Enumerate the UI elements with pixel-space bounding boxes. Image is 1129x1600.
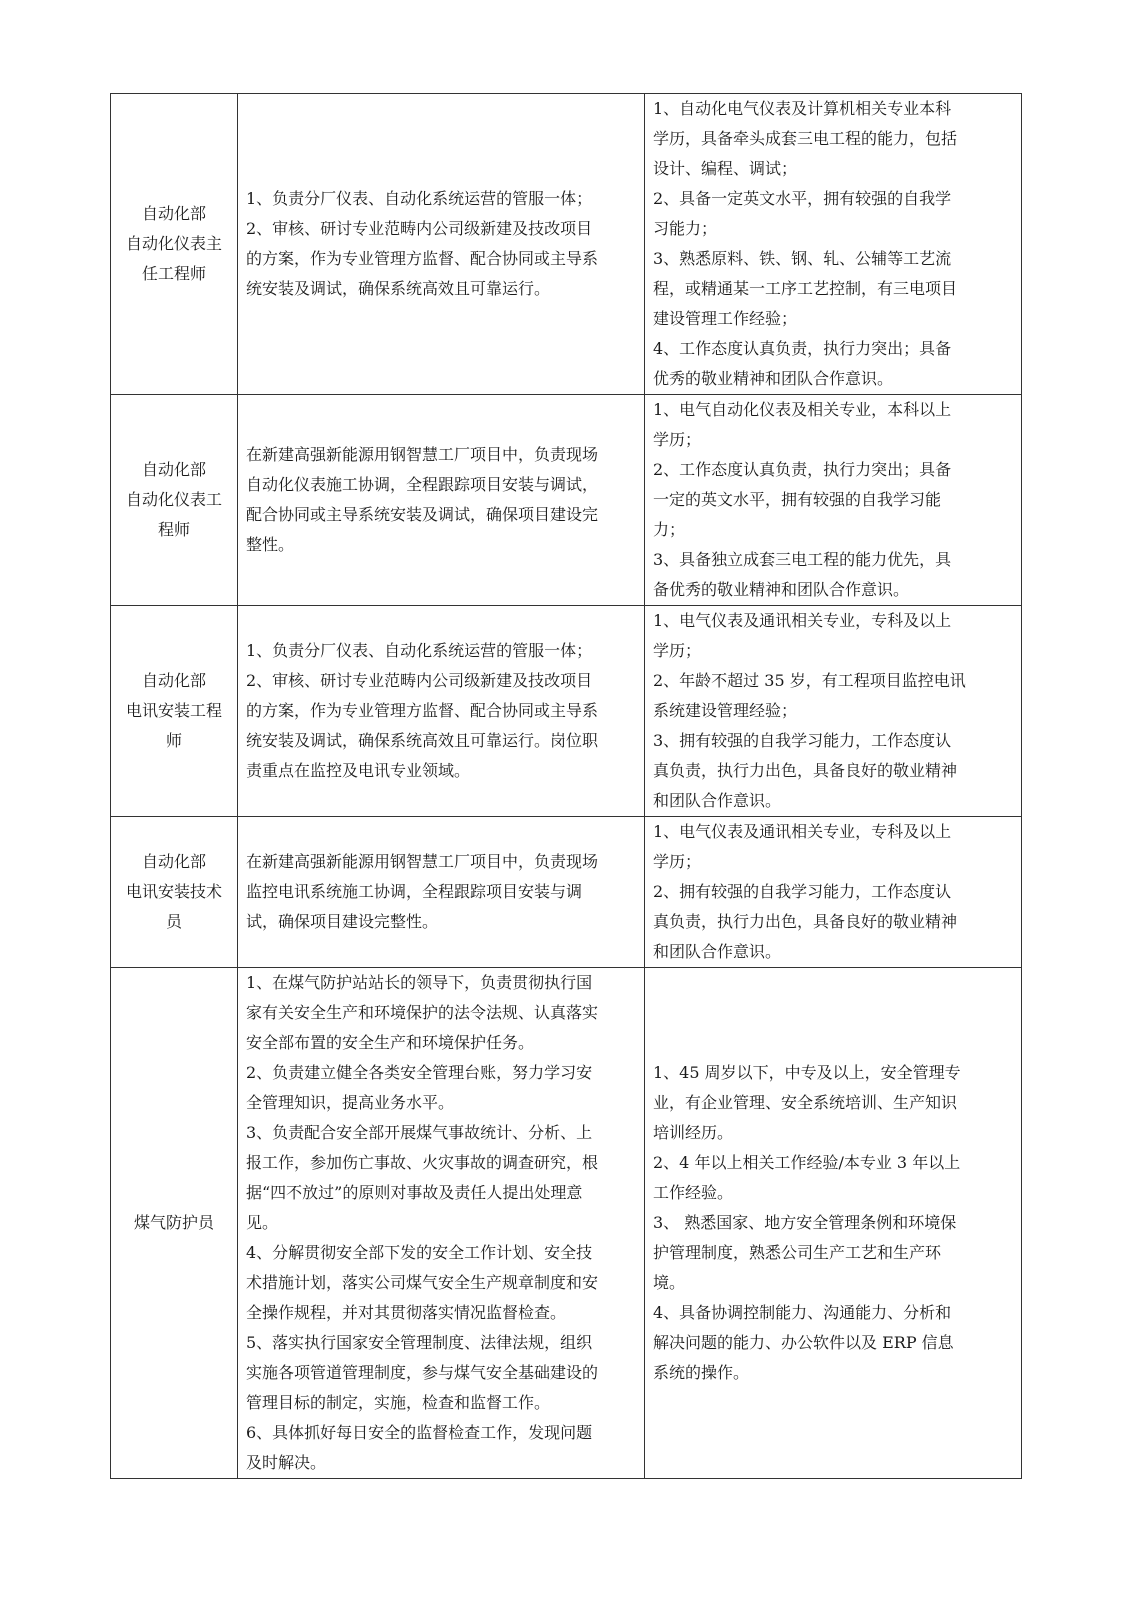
requirements-line: 2、年龄不超过 35 岁，有工程项目监控电讯 <box>653 671 966 690</box>
duties-line: 术措施计划，落实公司煤气安全生产规章制度和安 <box>246 1273 599 1292</box>
duties-line: 1、负责分厂仪表、自动化系统运营的管服一体； <box>246 641 593 660</box>
position-line: 电讯安装技术 <box>125 882 222 901</box>
requirements-line: 3、熟悉原料、铁、钢、轧、公辅等工艺流 <box>653 249 952 268</box>
requirements-line: 1、电气仪表及通讯相关专业，专科及以上 <box>653 822 952 841</box>
duties-cell <box>238 817 645 968</box>
position-line: 自动化部 <box>141 204 206 223</box>
requirements-line: 1、自动化电气仪表及计算机相关专业本科 <box>653 99 952 118</box>
position-line: 电讯安装工程 <box>125 701 222 720</box>
requirements-line: 业，有企业管理、安全系统培训、生产知识 <box>653 1093 958 1112</box>
duties-line: 1、在煤气防护站站长的领导下，负责贯彻执行国 <box>246 973 593 992</box>
requirements-line: 学历； <box>653 430 702 449</box>
requirements-line: 学历，具备牵头成套三电工程的能力，包括 <box>653 129 958 148</box>
requirements-cell <box>645 395 1022 606</box>
duties-line: 2、审核、研讨专业范畴内公司级新建及技改项目 <box>246 219 593 238</box>
position-line: 自动化仪表主 <box>125 234 222 253</box>
requirements-line: 备优秀的敬业精神和团队合作意识。 <box>653 580 910 599</box>
duties-line: 责重点在监控及电讯专业领域。 <box>246 761 471 780</box>
duties-line: 全管理知识，提高业务水平。 <box>246 1093 455 1112</box>
requirements-line: 真负责，执行力出色，具备良好的敬业精神 <box>653 912 958 931</box>
duties-line: 配合协同或主导系统安装及调试，确保项目建设完 <box>246 505 599 524</box>
duties-cell <box>238 395 645 606</box>
position-line: 煤气防护员 <box>133 1213 214 1232</box>
duties-line: 及时解决。 <box>246 1453 327 1472</box>
duties-line: 管理目标的制定，实施，检查和监督工作。 <box>246 1393 551 1412</box>
duties-line: 整性。 <box>246 535 295 554</box>
requirements-line: 2、4 年以上相关工作经验/本专业 3 年以上 <box>653 1153 961 1172</box>
position-line: 自动化仪表工 <box>125 490 222 509</box>
requirements-line: 和团队合作意识。 <box>653 791 782 810</box>
requirements-line: 系统的操作。 <box>653 1363 750 1382</box>
position-line: 员 <box>165 912 182 931</box>
duties-line: 的方案，作为专业管理方监督、配合协同或主导系 <box>246 701 599 720</box>
duties-line: 的方案，作为专业管理方监督、配合协同或主导系 <box>246 249 599 268</box>
requirements-line: 2、具备一定英文水平，拥有较强的自我学 <box>653 189 952 208</box>
table-row <box>111 968 1022 1479</box>
requirements-cell <box>645 94 1022 395</box>
position-line: 程师 <box>157 520 190 539</box>
duties-line: 统安装及调试，确保系统高效且可靠运行。岗位职 <box>246 731 599 750</box>
requirements-line: 和团队合作意识。 <box>653 942 782 961</box>
duties-line: 自动化仪表施工协调，全程跟踪项目安装与调试， <box>246 475 599 494</box>
position-cell <box>111 817 238 968</box>
requirements-line: 优秀的敬业精神和团队合作意识。 <box>653 369 894 388</box>
duties-line: 3、负责配合安全部开展煤气事故统计、分析、上 <box>246 1123 593 1142</box>
duties-line: 在新建高强新能源用钢智慧工厂项目中，负责现场 <box>246 445 599 464</box>
requirements-line: 程，或精通某一工序工艺控制，有三电项目 <box>653 279 958 298</box>
duties-line: 实施各项管道管理制度，参与煤气安全基础建设的 <box>246 1363 599 1382</box>
requirements-line: 解决问题的能力、办公软件以及 ERP 信息 <box>653 1333 954 1352</box>
position-cell <box>111 968 238 1479</box>
duties-cell <box>238 94 645 395</box>
duties-cell <box>238 606 645 817</box>
requirements-line: 3、 熟悉国家、地方安全管理条例和环境保 <box>653 1213 957 1232</box>
requirements-line: 3、拥有较强的自我学习能力，工作态度认 <box>653 731 952 750</box>
position-line: 师 <box>165 731 182 750</box>
position-cell <box>111 395 238 606</box>
duties-line: 家有关安全生产和环境保护的法令法规、认真落实 <box>246 1003 599 1022</box>
duties-cell <box>238 968 645 1479</box>
duties-line: 2、审核、研讨专业范畴内公司级新建及技改项目 <box>246 671 593 690</box>
requirements-line: 2、工作态度认真负责，执行力突出；具备 <box>653 460 952 479</box>
duties-line: 统安装及调试，确保系统高效且可靠运行。 <box>246 279 551 298</box>
position-line: 自动化部 <box>141 852 206 871</box>
duties-line: 据“四不放过”的原则对事故及责任人提出处理意 <box>246 1183 583 1202</box>
position-cell <box>111 94 238 395</box>
requirements-line: 系统建设管理经验； <box>653 701 798 720</box>
table-row <box>111 817 1022 968</box>
duties-line: 在新建高强新能源用钢智慧工厂项目中，负责现场 <box>246 852 599 871</box>
requirements-line: 设计、编程、调试； <box>653 159 798 178</box>
duties-line: 见。 <box>246 1213 279 1232</box>
requirements-cell <box>645 606 1022 817</box>
position-line: 自动化部 <box>141 460 206 479</box>
requirements-line: 1、电气仪表及通讯相关专业，专科及以上 <box>653 611 952 630</box>
job-requirements-table <box>110 93 1022 1479</box>
requirements-line: 4、工作态度认真负责，执行力突出；具备 <box>653 339 952 358</box>
requirements-line: 1、电气自动化仪表及相关专业，本科以上 <box>653 400 952 419</box>
position-line: 任工程师 <box>141 264 206 283</box>
duties-line: 6、具体抓好每日安全的监督检查工作，发现问题 <box>246 1423 593 1442</box>
requirements-line: 4、具备协调控制能力、沟通能力、分析和 <box>653 1303 952 1322</box>
table-row <box>111 94 1022 395</box>
duties-line: 2、负责建立健全各类安全管理台账，努力学习安 <box>246 1063 593 1082</box>
requirements-line: 一定的英文水平，拥有较强的自我学习能 <box>653 490 942 509</box>
table-body <box>111 94 1022 1479</box>
requirements-line: 2、拥有较强的自我学习能力，工作态度认 <box>653 882 952 901</box>
requirements-line: 习能力； <box>653 219 718 238</box>
requirements-line: 1、45 周岁以下，中专及以上，安全管理专 <box>653 1063 961 1082</box>
duties-line: 4、分解贯彻安全部下发的安全工作计划、安全技 <box>246 1243 593 1262</box>
requirements-line: 学历； <box>653 641 702 660</box>
duties-line: 安全部布置的安全生产和环境保护任务。 <box>246 1033 535 1052</box>
duties-line: 5、落实执行国家安全管理制度、法律法规，组织 <box>246 1333 593 1352</box>
duties-line: 全操作规程，并对其贯彻落实情况监督检查。 <box>246 1303 567 1322</box>
requirements-line: 培训经历。 <box>653 1123 734 1142</box>
requirements-line: 3、具备独立成套三电工程的能力优先，具 <box>653 550 952 569</box>
duties-line: 试，确保项目建设完整性。 <box>246 912 439 931</box>
table-row <box>111 606 1022 817</box>
requirements-line: 护管理制度，熟悉公司生产工艺和生产环 <box>653 1243 942 1262</box>
duties-line: 1、负责分厂仪表、自动化系统运营的管服一体； <box>246 189 593 208</box>
requirements-line: 学历； <box>653 852 702 871</box>
requirements-cell <box>645 968 1022 1479</box>
duties-line: 监控电讯系统施工协调，全程跟踪项目安装与调 <box>246 882 583 901</box>
requirements-line: 真负责，执行力出色，具备良好的敬业精神 <box>653 761 958 780</box>
requirements-line: 工作经验。 <box>653 1183 734 1202</box>
table-row <box>111 395 1022 606</box>
position-line: 自动化部 <box>141 671 206 690</box>
requirements-line: 力； <box>653 520 686 539</box>
requirements-line: 境。 <box>653 1273 686 1292</box>
position-cell <box>111 606 238 817</box>
duties-line: 报工作，参加伤亡事故、火灾事故的调查研究，根 <box>246 1153 599 1172</box>
requirements-line: 建设管理工作经验； <box>653 309 798 328</box>
requirements-cell <box>645 817 1022 968</box>
